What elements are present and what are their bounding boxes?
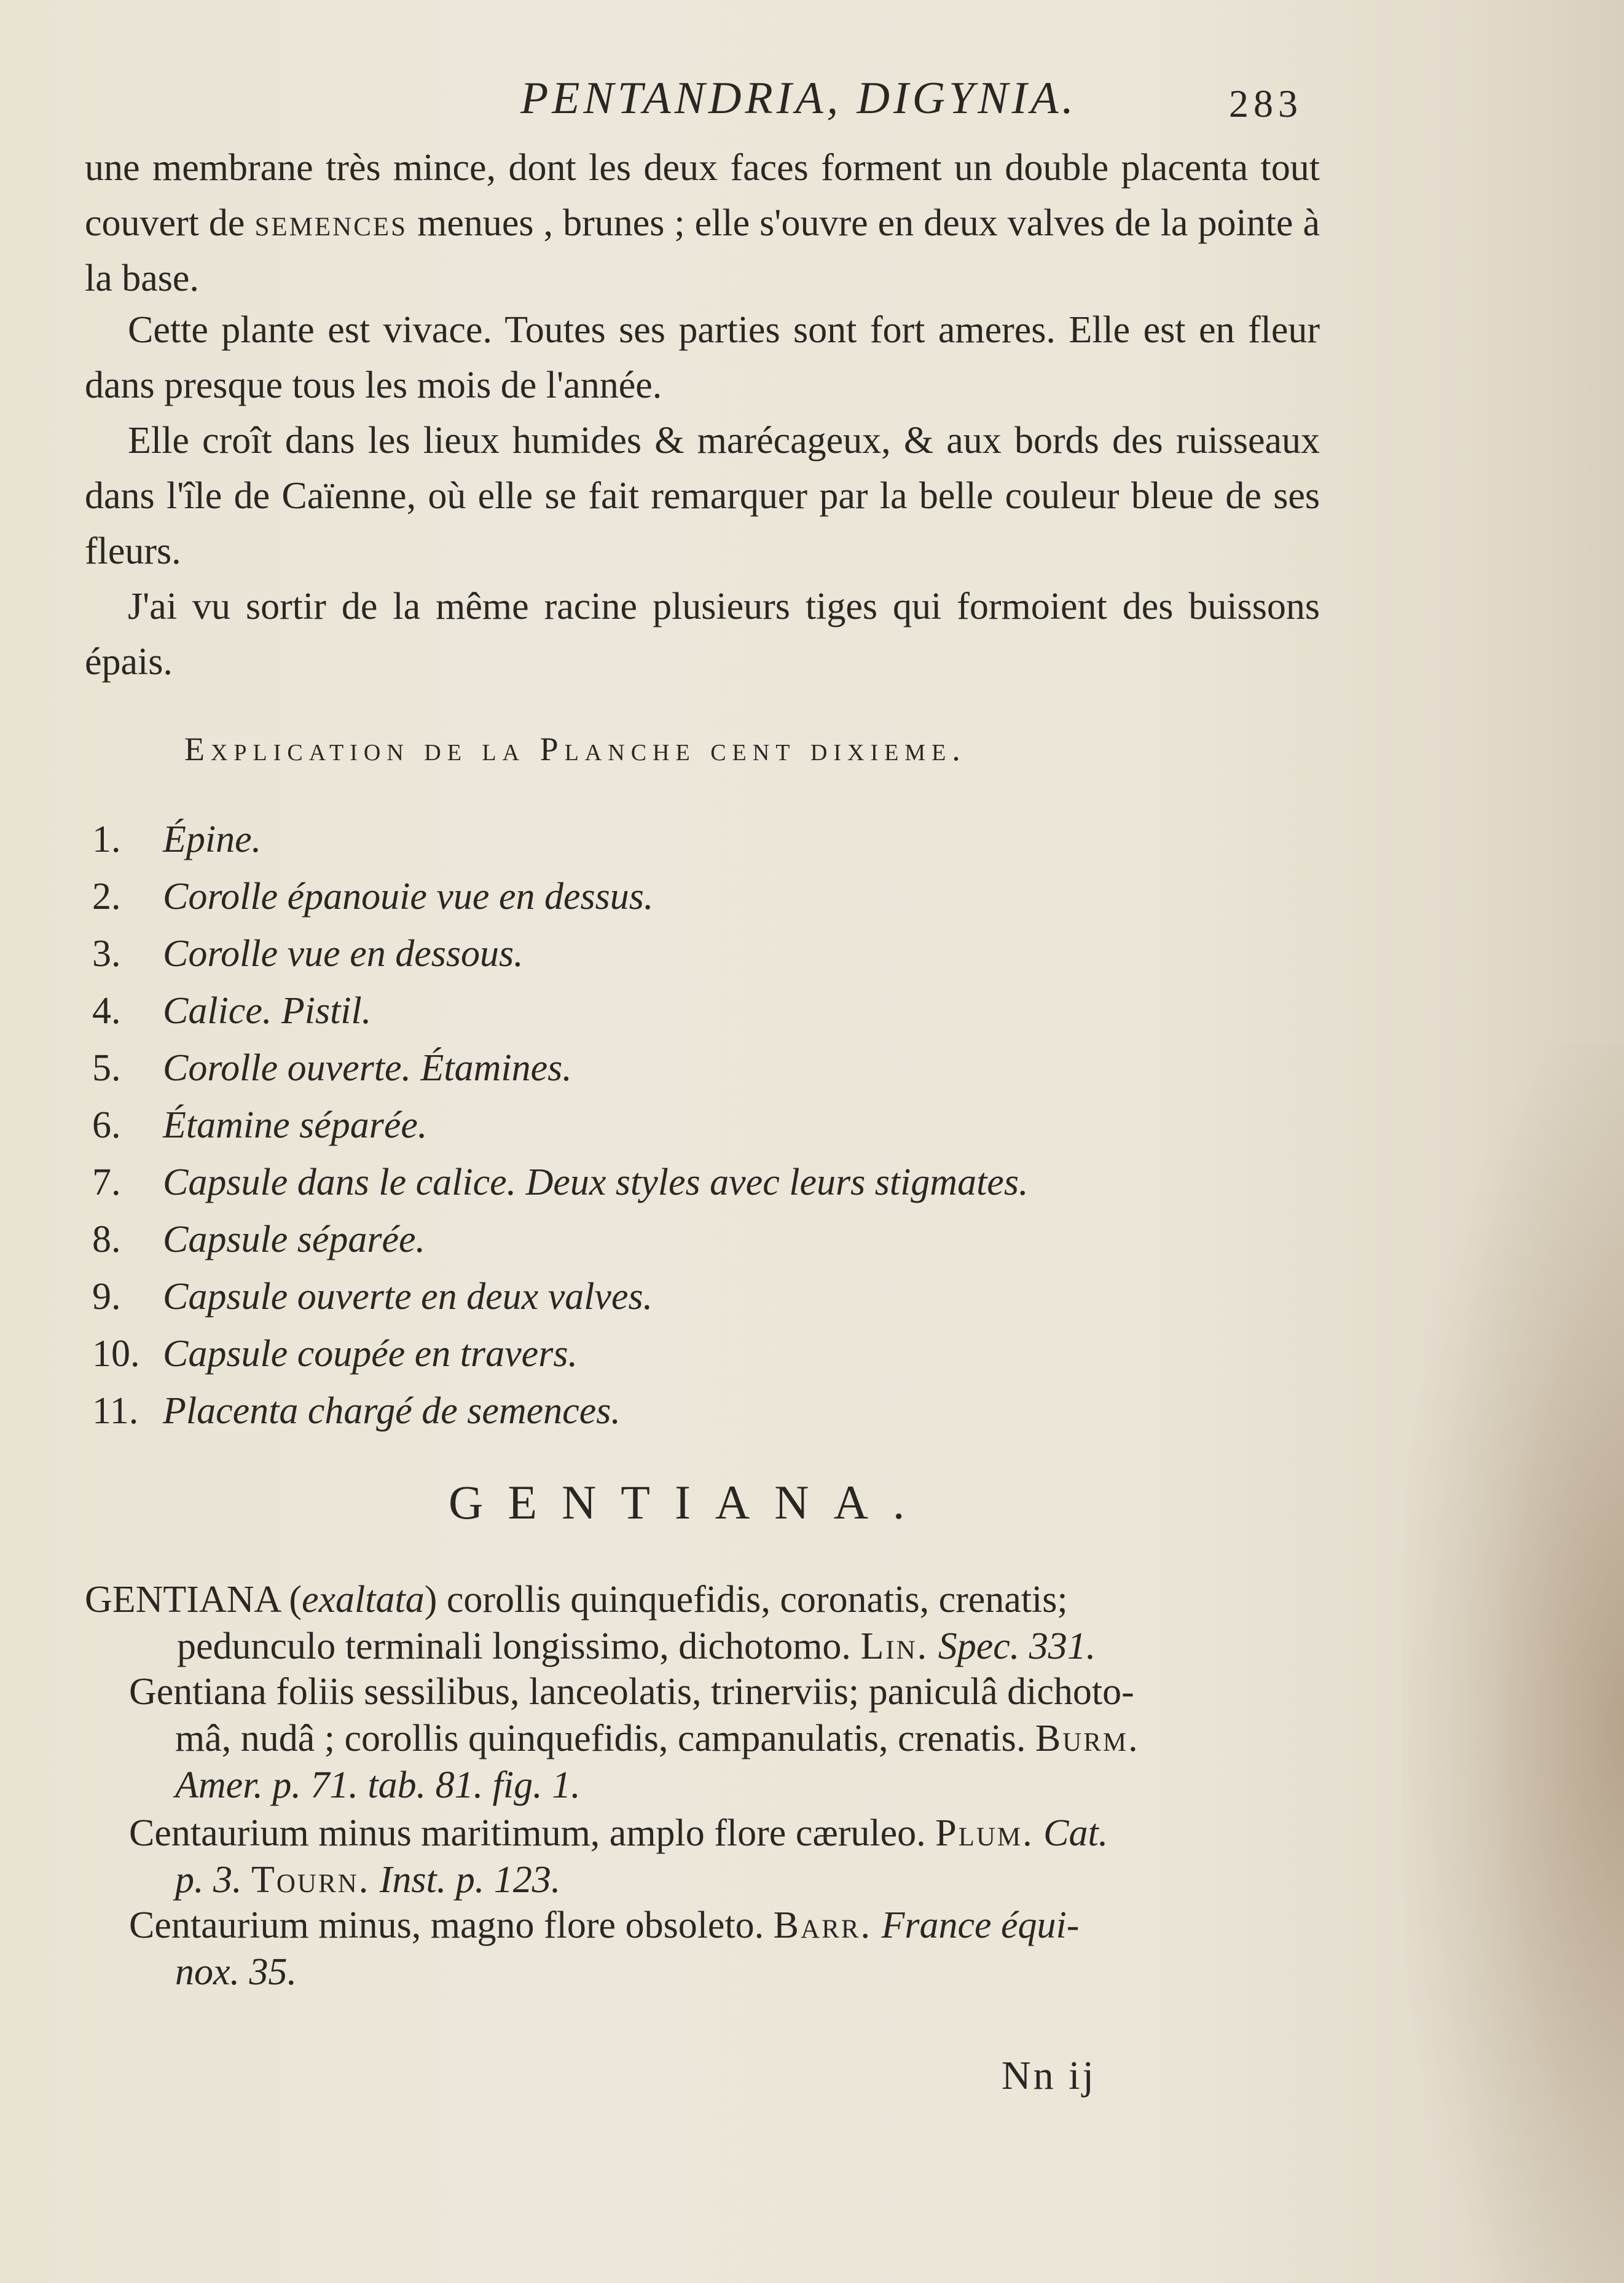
item-number: 5. [92, 1047, 121, 1089]
item-number: 4. [92, 990, 121, 1032]
item-number: 7. [92, 1161, 121, 1203]
synonym-1-continuation [85, 1623, 1338, 1670]
item-label: Calice. Pistil. [163, 990, 372, 1032]
synonym-2-rest: mâ, nudâ ; corollis quinquefidis, campanulatis, crenatis. [175, 1718, 1035, 1759]
synonym-2-reference: Amer. p. 71. tab. 81. fig. 1. [175, 1764, 581, 1806]
synonym-4-text: Centaurium minus, magno flore obsoleto. [129, 1904, 774, 1946]
list-item [92, 811, 1260, 868]
item-number: 8. [92, 1219, 121, 1260]
paragraph-1-small-caps: semences [254, 202, 408, 244]
item-label: Étamine séparée. [163, 1104, 428, 1146]
synonym-entry-3 [129, 1810, 1321, 1903]
author-linnaeus: Lin. [860, 1625, 929, 1667]
item-label: Capsule dans le calice. Deux styles avec leurs stigmates. [163, 1161, 1029, 1203]
list-item [92, 1326, 1260, 1383]
item-label: Capsule séparée. [163, 1219, 426, 1260]
author-burman: Burm. [1035, 1718, 1140, 1759]
item-number: 2. [92, 876, 121, 918]
paragraph-1-text-a: une membrane très mince, dont les deux faces forment un double placenta tout couvert de [85, 147, 1320, 244]
item-label: Corolle ouverte. Étamines. [163, 1047, 572, 1089]
item-label: Placenta chargé de semences. [163, 1390, 621, 1432]
paragraph-1 [85, 140, 1320, 306]
synonym-3-reference-c: Inst. p. 123. [370, 1859, 561, 1901]
item-number: 11. [92, 1390, 139, 1432]
synonym-3-text: Centaurium minus maritimum, amplo flore cæruleo. [129, 1812, 936, 1854]
paragraph-3: Elle croît dans les lieux humides & marécageux, & aux bords des ruisseaux dans l'île de Caïenne, où elle se fait remarquer par la belle couleur bleue de ses fleurs. [85, 420, 1320, 572]
synonym-1-reference: Spec. 331. [928, 1625, 1096, 1667]
paragraph-1-text-b: menues , brunes ; elle s'ouvre en deux valves de la pointe à la base. [85, 202, 1320, 299]
list-item [92, 868, 1260, 925]
synonym-3-continuation [129, 1857, 1321, 1903]
synonym-4-reference-b: nox. 35. [175, 1951, 297, 1993]
item-label: Capsule coupée en travers. [163, 1333, 578, 1375]
list-item [92, 925, 1260, 983]
plate-explanation-list [92, 811, 1260, 1440]
list-item [92, 1211, 1260, 1268]
synonym-3-reference-b: p. 3. [175, 1859, 251, 1901]
running-title: PENTANDRIA, DIGYNIA. [520, 73, 1077, 124]
item-label: Corolle vue en dessous. [163, 933, 524, 975]
author-plumier: Plum. [935, 1812, 1034, 1854]
synonym-1-text: corollis quinquefidis, coronatis, crenatis; [437, 1579, 1068, 1621]
list-item [92, 983, 1260, 1040]
paragraph-4: J'ai vu sortir de la même racine plusieurs tiges qui formoient des buissons épais. [85, 586, 1320, 683]
item-number: 10. [92, 1333, 140, 1375]
item-number: 9. [92, 1276, 121, 1318]
item-label: Épine. [163, 819, 262, 860]
synonym-1-rest: pedunculo terminali longissimo, dichotomo. [177, 1625, 861, 1667]
list-item [92, 1154, 1260, 1211]
list-item [92, 1040, 1260, 1097]
synonym-entry-4 [129, 1902, 1321, 1995]
item-number: 1. [92, 819, 121, 860]
synonym-3-reference-a: Cat. [1034, 1812, 1108, 1854]
genus-name: GENTIANA [85, 1579, 280, 1621]
synonym-entry-2 [129, 1668, 1321, 1809]
page-shadow [1403, 1045, 1624, 2283]
author-barrere: Barr. [773, 1904, 872, 1946]
species-epithet: exaltata [302, 1579, 425, 1621]
page-number: 283 [1229, 82, 1303, 125]
synonym-4-reference-a: France équi- [871, 1904, 1080, 1946]
item-label: Corolle épanouie vue en dessus. [163, 876, 654, 918]
paragraph-2: Cette plante est vivace. Toutes ses parties sont fort ameres. Elle est en fleur dans presque tous les mois de l'année. [85, 309, 1320, 406]
item-number: 6. [92, 1104, 121, 1146]
list-item [92, 1097, 1260, 1154]
author-tournefort: Tourn. [251, 1859, 371, 1901]
item-label: Capsule ouverte en deux valves. [163, 1276, 653, 1318]
item-number: 3. [92, 933, 121, 975]
plate-explanation-title: Explication de la Planche cent dixieme. [184, 731, 967, 768]
list-item [92, 1268, 1260, 1326]
signature-mark: Nn ij [1002, 2053, 1096, 2098]
synonym-2-text: Gentiana foliis sessilibus, lanceolatis, trinerviis; paniculâ dichoto- [129, 1671, 1134, 1713]
list-item [92, 1383, 1260, 1440]
synonym-entry-1: GENTIANA (exaltata) corollis quinquefidis, coronatis, crenatis; pedunculo terminali longissimo, dichotomo. Lin. Spec. 331. [85, 1576, 1338, 1670]
genus-heading: GENTIANA. [449, 1476, 930, 1529]
synonym-2-continuation [129, 1715, 1321, 1762]
